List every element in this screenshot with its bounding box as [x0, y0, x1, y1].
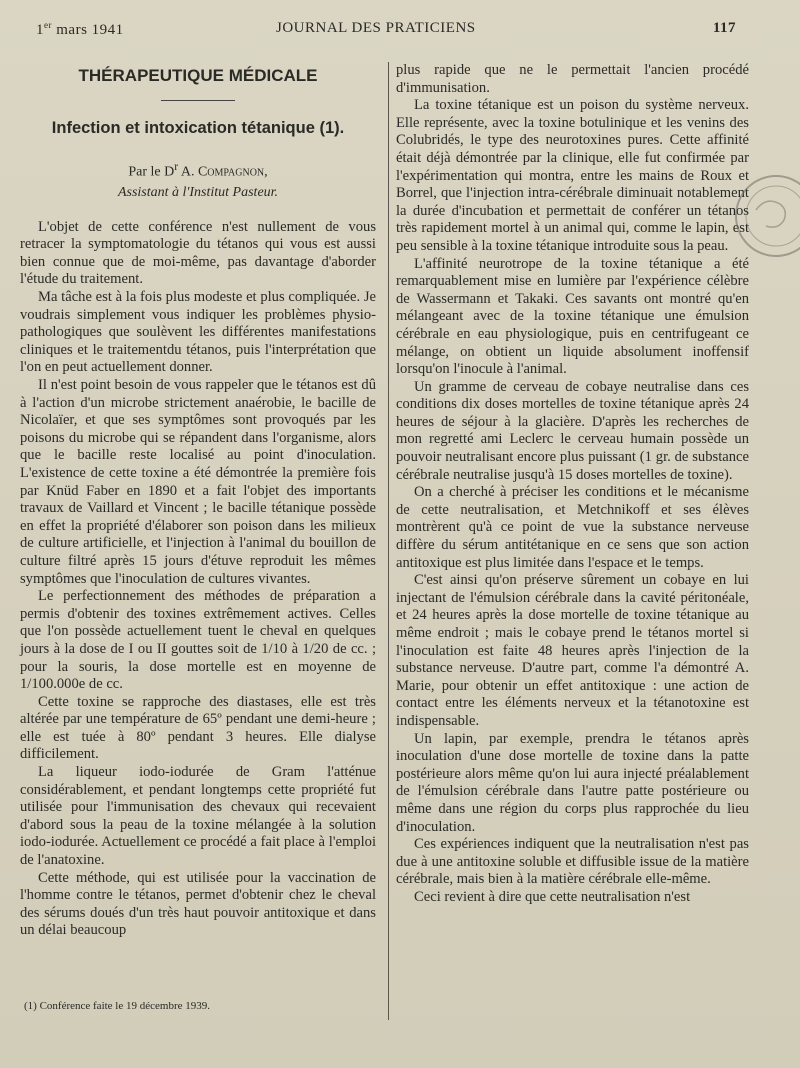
- right-paragraph: C'est ainsi qu'on préserve sûrement un cobaye en lui injectant de l'émulsion cérébrale dans la cavité péritonéale, et 24 heures après la dose mortelle de toxine tétanique au même endroit ; mais le cobaye prend le tétanos mortel si l'inoculation est faite 48 heures après l'injection de la substance nerveuse. D'autre part, comme l'a démontré A. Marie, pour obtenir un effet antitoxique : une action de contact entre les éléments nerveux et la tétanotoxine est indispensable.: [396, 572, 749, 729]
- left-paragraph: Cette toxine se rapproche des diastases, elle est très altérée par une température de 65º pendant une demi-heure ; elle est tuée à 80º pendant 3 heures. Elle dialyse difficilement.: [20, 693, 376, 763]
- library-stamp-icon: [726, 160, 800, 270]
- left-column: [20, 62, 376, 940]
- left-paragraph: Ma tâche est à la fois plus modeste et plus compliquée. Je voudrais simplement vous indiquer les problèmes physio-pathologiques que soulèvent les différentes manifestations cliniques et le traitementdu tétanos, puis l'interprétation que l'on en peut actuellement donner.: [20, 289, 376, 376]
- right-column: [396, 62, 749, 907]
- running-header: [36, 16, 736, 42]
- column-divider: [388, 62, 389, 1020]
- article-title: Infection et intoxication tétanique (1).: [51, 119, 345, 137]
- right-paragraph: plus rapide que ne le permettait l'ancien procédé d'immunisation.: [396, 62, 749, 96]
- right-paragraph: Ceci revient à dire que cette neutralisation n'est: [414, 888, 691, 905]
- header-date: 1er mars 1941: [36, 20, 124, 38]
- right-paragraph: La toxine tétanique est un poison du système nerveux. Elle représente, avec la toxine botulinique et les venins des Colubridés, le type des neurotoxines pures. Cette affinité était déjà démontrée par la clinique, elle fut confirmée par l'expérimentation qui montra, entre les mains de Roux et Borrel, que l'injection intra-cérébrale diminuait notablement la durée d'incubation et permettait de conférer un tétanos très rapidement mortel à un animal qui, comme le lapin, est peu sensible à la toxine tétanique introduite sous la peau.: [396, 97, 749, 254]
- left-paragraph: La liqueur iodo-iodurée de Gram l'atténue considérablement, et pendant longtemps cette propriété fut utilisée pour l'immunisation des chevaux qui recevaient d'abord sous la peau de la toxine mélangée à la solution iodo-iodurée. Actuellement ce procédé a fait place à l'emploi de l'anatoxine.: [20, 764, 376, 869]
- right-paragraph: Un lapin, par exemple, prendra le tétanos après inoculation d'une dose mortelle de toxine dans la patte postérieure alors même qu'on lui aura injecté préalablement de l'émulsion cérébrale dans l'autre patte postérieure ou même dans une région du corps plus rapprochée du lieu d'inoculation.: [396, 730, 749, 835]
- footnote: (1) Conférence faite le 19 décembre 1939.: [24, 1000, 210, 1012]
- left-paragraph: L'objet de cette conférence n'est nullement de vous retracer la symptomatologie du tétanos qui vous est aussi bien connue que de moi-même, pas davantage d'aborder l'étude du traitement.: [20, 218, 376, 288]
- right-paragraph: Ces expériences indiquent que la neutralisation n'est pas due à une antitoxine soluble et diffusible issue de la matière cérébrale, mais bien à la matière cérébrale elle-même.: [396, 836, 749, 888]
- left-paragraph: Cette méthode, qui est utilisée pour la vaccination de l'homme contre le tétanos, permet d'obtenir chez le cheval des sérums doués d'un très haut pouvoir antitoxique et dans un délai beaucoup: [20, 869, 376, 939]
- title-rule: [161, 100, 235, 101]
- byline: Par le $D^r$ A. Compagnon,: [128, 160, 268, 180]
- right-paragraph: L'affinité neurotrope de la toxine tétanique a été remarquablement mise en lumière par l'expérience célèbre de Wassermann et Takaki. Ces savants ont montré qu'en mélangeant avec de la toxine tétanique une émulsion cérébrale en eau physiologique, puis en centrifugeant ce mélange, on obtient un liquide absolument inoffensif lorsqu'on l'inocule à l'animal.: [396, 255, 749, 378]
- left-paragraph: Il n'est point besoin de vous rappeler que le tétanos est dû à l'action d'un microbe strictement anaérobie, le bacille de Nicolaïer, et que ses symptômes sont provoqués par les poisons du microbe qui se répandent dans l'organisme, alors que le bacille reste localisé au point d'inoculation. L'existence de cette toxine a été démontrée la première fois par Knüd Faber en 1890 et a fait l'objet des importants travaux de Vaillard et Vincent ; le bacille tétanique possède en effet la propriété d'élaborer son poison dans les milieux de culture artificielle, et l'injection à l'animal du bouillon de culture filtré après 15 jours d'étuve reproduit les mêmes symptômes que l'inoculation de cultures vivantes.: [20, 377, 376, 587]
- right-paragraph: On a cherché à préciser les conditions et le mécanisme de cette neutralisation, et Metchnikoff et ses élèves montrèrent qu'à ce point de vue la substance nerveuse diffère du sérum antitétanique en ce sens que son action antitoxique est plus limitée dans l'espace et le temps.: [396, 484, 749, 571]
- section-title: THÉRAPEUTIQUE MÉDICALE: [78, 66, 318, 85]
- page-number: 117: [712, 20, 736, 36]
- left-paragraph: Le perfectionnement des méthodes de préparation a permis d'obtenir des toxines extrêmement actives. Celles que l'on possède actuellement tuent le cheval en quelques jours à la dose de I ou II gouttes soit de 1/10 à 1/20 de cc. ; pour la souris, la dose mortelle est en moyenne de 1/100.000e de cc.: [20, 588, 376, 693]
- right-paragraph: Un gramme de cerveau de cobaye neutralise dans ces conditions dix doses mortelles de toxine tétanique après 24 heures de séjour à la glacière. D'après les recherches de mon regretté ami Leclerc le cerveau humain possède un pouvoir neutralisant encore plus puissant (1 gr. de substance cérébrale neutralise jusqu'à 15 doses mortelles de toxine).: [396, 378, 749, 483]
- journal-name: JOURNAL DES PRATICIENS: [276, 20, 476, 36]
- author-affiliation: Assistant à l'Institut Pasteur.: [117, 184, 279, 200]
